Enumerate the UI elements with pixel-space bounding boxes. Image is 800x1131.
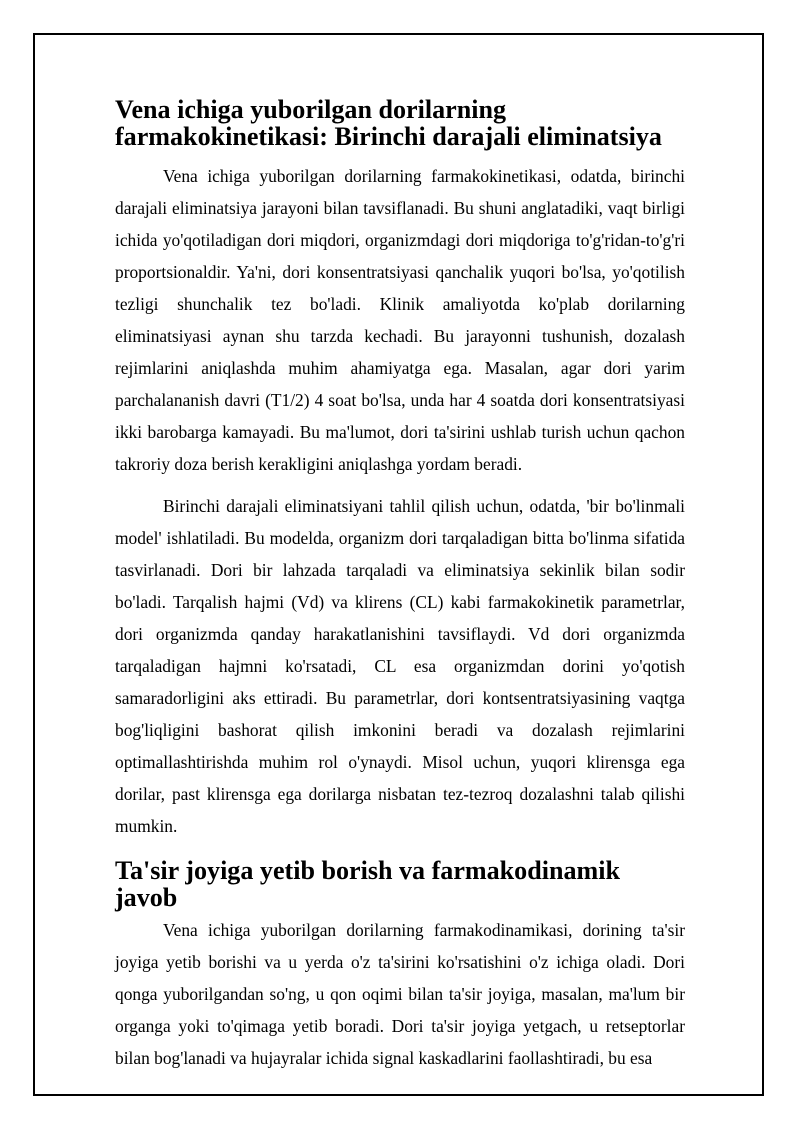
section-heading-pharmacodynamics: Ta'sir joyiga yetib borish va farmakodinamik javob xyxy=(115,856,620,912)
paragraph-first-order-elimination: Vena ichiga yuborilgan dorilarning farmakokinetikasi, odatda, birinchi darajali eliminatsiya jarayoni bilan tavsiflanadi. Bu shuni anglatadiki, vaqt birligi ichida yo'qotiladigan dori miqdori, organizmdagi dori miqdoriga to'g'ridan-to'g'ri proportsionaldir. Ya'ni, dori konsentratsiyasi qanchalik yuqori bo'lsa, yo'qotilish tezligi shunchalik tez bo'ladi. Klinik amaliyotda ko'plab dorilarning eliminatsiyasi aynan shu tarzda kechadi. Bu jarayonni tushunish, dozalash rejimlarini aniqlashda muhim ahamiyatga ega. Masalan, agar dori yarim parchalananish davri (T1/2) 4 soat bo'lsa, unda har 4 soatda dori konsentratsiyasi ikki barobarga kamayadi. Bu ma'lumot, dori ta'sirini ushlab turish uchun qachon takroriy doza berish kerakligini aniqlashga yordam beradi. xyxy=(115,166,685,474)
section-heading-pharmacokinetics: Vena ichiga yuborilgan dorilarning farmakokinetikasi: Birinchi darajali eliminatsiya xyxy=(115,95,662,151)
document-body xyxy=(115,96,685,1074)
paragraph-one-compartment-model: Birinchi darajali eliminatsiyani tahlil qilish uchun, odatda, 'bir bo'linmali model' ishlatiladi. Bu modelda, organizm dori tarqaladigan bitta bo'linma sifatida tasvirlanadi. Dori bir lahzada tarqaladi va eliminatsiya sekinlik bilan sodir bo'ladi. Tarqalish hajmi (Vd) va klirens (CL) kabi farmakokinetik parametrlar, dori organizmda qanday harakatlanishini tavsiflaydi. Vd dori organizmda tarqaladigan hajmni ko'rsatadi, CL esa organizmdan dorini yo'qotish samaradorligini aks ettiradi. Bu parametrlar, dori kontsentratsiyasining vaqtga bog'liqligini bashorat qilish imkonini beradi va dozalash rejimlarini optimallashtirishda muhim rol o'ynaydi. Misol uchun, yuqori klirensga ega dorilar, past klirensga ega dorilarga nisbatan tez-tezroq dozalashni talab qilishi mumkin. xyxy=(115,496,685,836)
paragraph-site-of-action: Vena ichiga yuborilgan dorilarning farmakodinamikasi, dorining ta'sir joyiga yetib borishi va u yerda o'z ta'sirini ko'rsatishini o'z ichiga oladi. Dori qonga yuborilgandan so'ng, u qon oqimi bilan ta'sir joyiga, masalan, ma'lum bir organga yoki to'qimaga yetib boradi. Dori ta'sir joyiga yetgach, u retseptorlar bilan bog'lanadi va hujayralar ichida signal kaskadlarini faollashtiradi, bu esa xyxy=(115,920,685,1068)
